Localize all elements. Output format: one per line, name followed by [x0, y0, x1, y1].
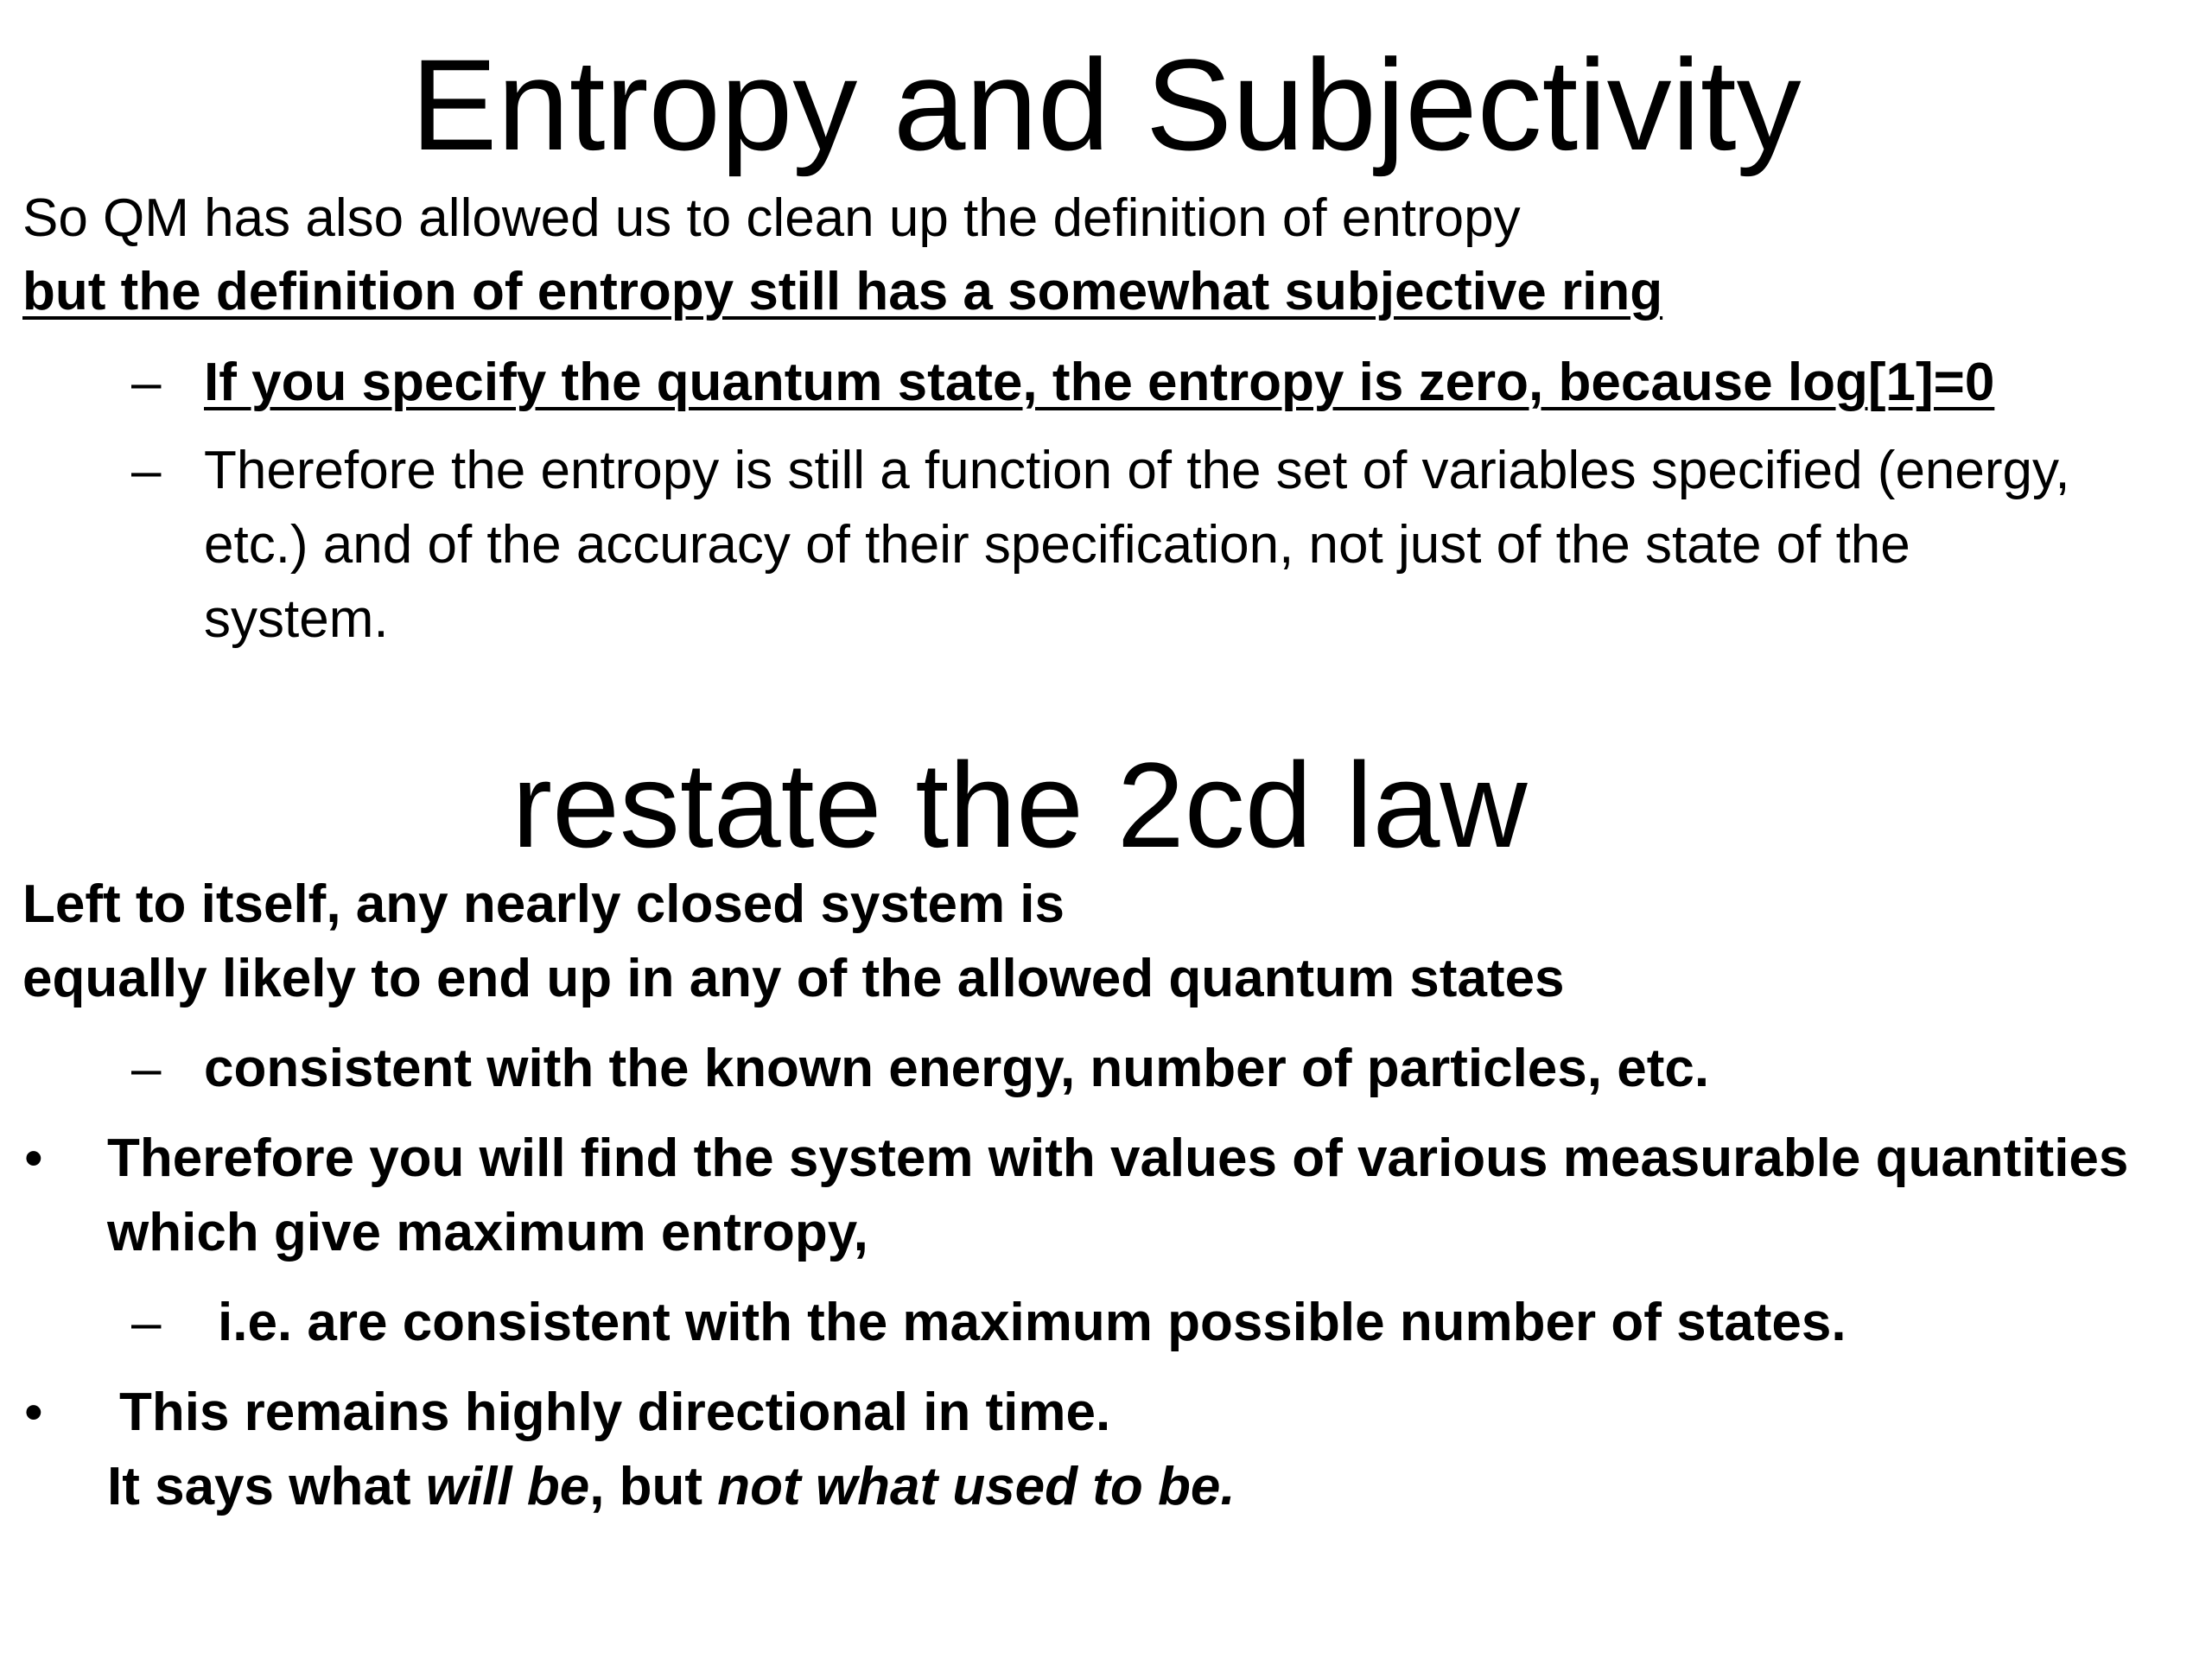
bullet-maximum-entropy-line-2: which give maximum entropy,: [107, 1203, 868, 1262]
bullet-directional-line-1: This remains highly directional in time.: [119, 1382, 1111, 1442]
sub-point-function-line-2: etc.) and of the accuracy of their specification, not just of the state of the: [204, 515, 1910, 575]
directional-text-used-to-be: not what used to be.: [717, 1457, 1236, 1516]
dash-bullet: –: [131, 1039, 162, 1098]
bullet-dot: •: [24, 1382, 43, 1442]
directional-text-will-be: will be: [425, 1457, 590, 1516]
intro-text: So QM has also allowed us to clean up the definition of entropy: [22, 188, 1521, 248]
bullet-maximum-entropy-line-1: Therefore you will find the system with values of various measurable quantities: [107, 1128, 2129, 1188]
directional-text-c: , but: [589, 1457, 718, 1516]
dash-bullet: –: [131, 1293, 162, 1352]
slide-title-second-law: restate the 2cd law: [512, 737, 1528, 873]
sub-point-function-line-3: system.: [204, 589, 389, 649]
dash-bullet: –: [131, 353, 162, 412]
sub-point-quantum-state: If you specify the quantum state, the entropy is zero, because log[1]=0: [204, 353, 1995, 412]
intro-bold-text: but the definition of entropy still has a somewhat subjective ring: [22, 262, 1663, 321]
sub-point-function-line-1: Therefore the entropy is still a function of the set of variables specified (energy,: [204, 441, 2070, 500]
lead-text-line-1: Left to itself, any nearly closed system is: [22, 874, 1065, 934]
bullet-dot: •: [24, 1128, 43, 1188]
lead-text-line-2: equally likely to end up in any of the allowed quantum states: [22, 949, 1565, 1008]
slide-title-entropy: Entropy and Subjectivity: [410, 32, 1802, 177]
bullet-directional-line-2: [107, 1457, 1236, 1516]
dash-bullet: –: [131, 441, 162, 500]
sub-point-maximum-states: i.e. are consistent with the maximum possible number of states.: [218, 1293, 1847, 1352]
sub-point-consistent: consistent with the known energy, number of particles, etc.: [204, 1039, 1710, 1098]
directional-text-a: It says what: [107, 1457, 426, 1516]
